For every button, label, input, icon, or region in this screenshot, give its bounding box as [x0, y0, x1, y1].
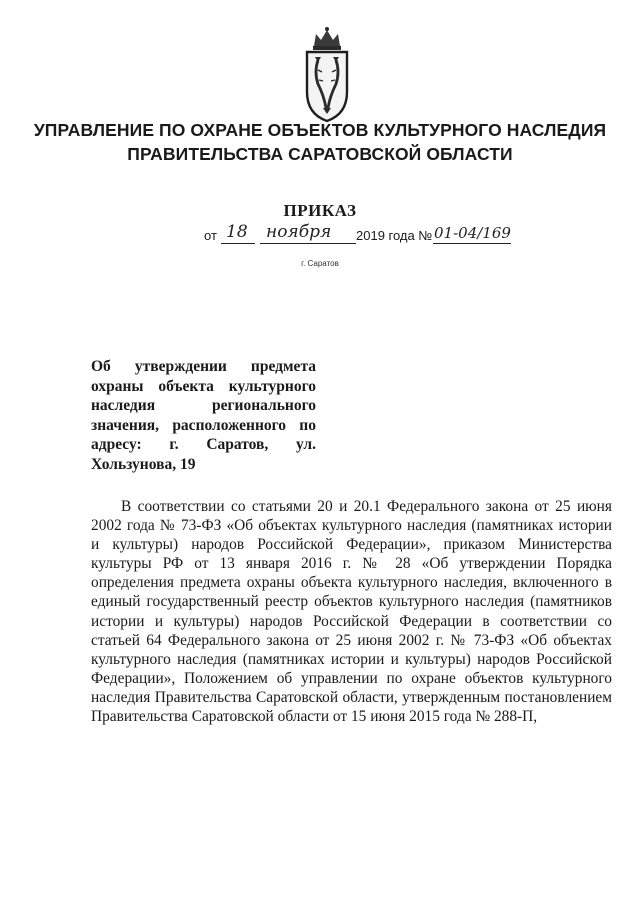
subject-line: значения, расположенного по	[91, 416, 316, 434]
subject-line: охраны объекта культурного	[91, 377, 316, 395]
body-line: культурного наследия (памятниках истории и культуры) народов Российской	[91, 650, 612, 668]
document-type-title: ПРИКАЗ	[283, 201, 357, 220]
body-line: В соответствии со статьями 20 и 20.1 Федерального закона от 25 июня	[121, 498, 612, 515]
from-label: от	[204, 228, 217, 243]
coat-of-arms-icon	[303, 24, 351, 124]
body-line: культуры РФ от 13 января 2016 г. № 28 «Об утверждении Порядка	[91, 555, 612, 573]
city-label: г. Саратов	[301, 259, 339, 268]
organization-name-line-1: УПРАВЛЕНИЕ ПО ОХРАНЕ ОБЪЕКТОВ КУЛЬТУРНОГО НАСЛЕДИЯ	[33, 120, 607, 140]
day-underline	[221, 243, 255, 244]
subject-line: наследия регионального	[91, 397, 316, 414]
order-number: 01-04/169	[434, 224, 511, 242]
subject-line: Хользунова, 19	[91, 455, 196, 473]
order-subject	[91, 357, 316, 474]
number-underline	[433, 243, 511, 244]
order-day: 18	[226, 222, 248, 242]
order-month: ноября	[266, 222, 332, 242]
subject-line: адресу: г. Саратов, ул.	[91, 436, 316, 453]
body-line: Правительства Саратовской области от 15 июня 2015 года № 288-П,	[91, 708, 538, 726]
body-line: истории и культуры) народов Российской Федерации в соответствии со	[91, 612, 612, 630]
body-line: и культуры) народов Российской Федерации», приказом Министерства	[91, 536, 612, 554]
body-line: Федерации», Положением об управлении по охране объектов культурного	[91, 669, 612, 687]
body-line: статьей 64 Федерального закона от 25 июня 2002 г. № 73-ФЗ «Об объектах	[91, 631, 612, 649]
year-and-number-label: 2019 года №	[356, 228, 433, 243]
order-body-paragraph	[91, 497, 612, 726]
body-line: наследия Правительства Саратовской области, утвержденным постановлением	[91, 688, 612, 706]
body-line: 2002 года № 73-ФЗ «Об объектах культурного наследия (памятниках истории	[91, 517, 612, 535]
subject-line: Об утверждении предмета	[91, 358, 316, 375]
body-line: единый государственный реестр объектов культурного наследия (памятников	[91, 593, 612, 611]
organization-name-line-2: ПРАВИТЕЛЬСТВА САРАТОВСКОЙ ОБЛАСТИ	[127, 144, 513, 164]
body-line: определения предмета охраны объекта культурного наследия, включенного в	[91, 574, 612, 592]
month-underline	[260, 243, 356, 244]
